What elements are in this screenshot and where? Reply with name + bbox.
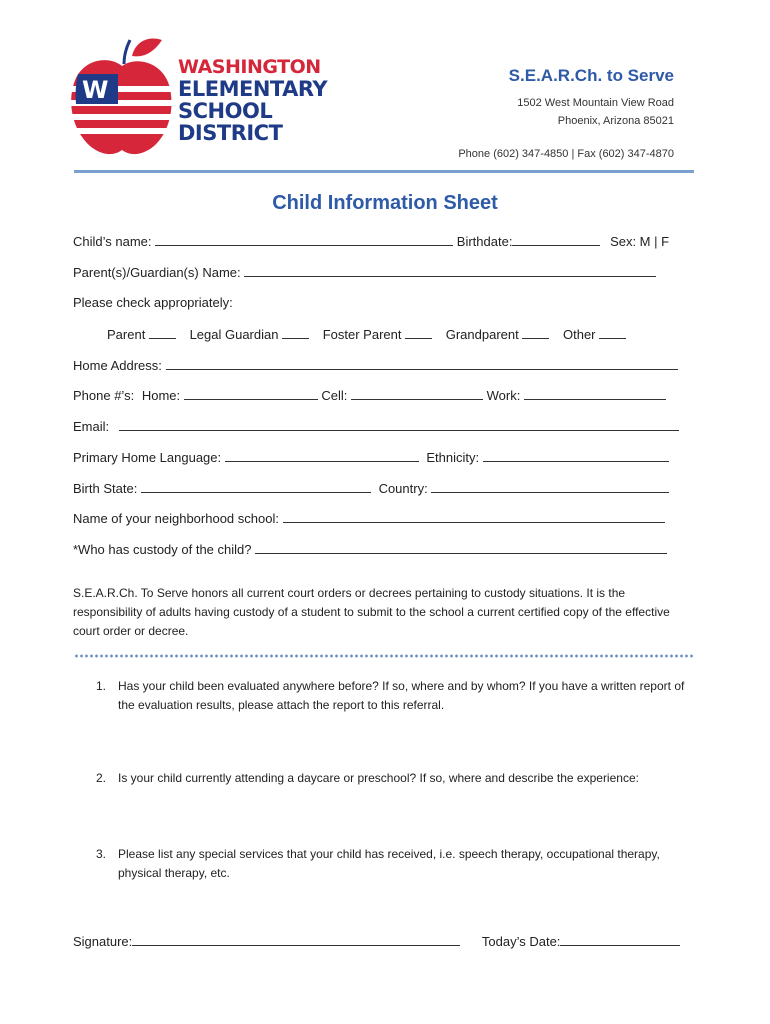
phone-row xyxy=(73,387,666,403)
program-title: S.E.A.R.Ch. to Serve xyxy=(508,66,674,85)
check-prompt: Please check appropriately: xyxy=(73,295,233,310)
dotted-divider xyxy=(74,654,694,658)
school-label: Name of your neighborhood school: xyxy=(73,511,279,526)
logo-wordmark xyxy=(178,56,327,144)
check-foster-parent-label: Foster Parent xyxy=(322,327,402,342)
check-other-label: Other xyxy=(562,327,596,342)
question-2 xyxy=(96,769,696,809)
phone-home-field[interactable] xyxy=(184,387,318,400)
question-3-number: 3. xyxy=(96,847,107,861)
birthdate-field[interactable] xyxy=(512,233,600,246)
document-title: Child Information Sheet xyxy=(272,192,498,214)
birth-state-label: Birth State: xyxy=(73,481,138,496)
custody-field[interactable] xyxy=(255,541,667,554)
custody-note: S.E.A.R.Ch. To Serve honors all current court orders or decrees pertaining to custody situations. It is the responsibility of adults having custody of a student to submit to the school a current certified copy of the effective court order or decree. xyxy=(73,586,670,638)
relationship-checks xyxy=(107,326,626,342)
parents-row xyxy=(73,264,656,280)
check-grandparent-field[interactable] xyxy=(522,326,549,339)
custody-label: *Who has custody of the child? xyxy=(73,542,252,557)
home-address-label: Home Address: xyxy=(73,358,162,373)
address-line-2: Phoenix, Arizona 85021 xyxy=(557,115,674,127)
todays-date-label: Today’s Date: xyxy=(481,934,561,949)
phone-label: Phone #’s: xyxy=(73,388,135,403)
check-legal-guardian-label: Legal Guardian xyxy=(189,327,279,342)
email-row xyxy=(73,418,679,434)
child-name-row xyxy=(73,233,669,249)
signature-field[interactable] xyxy=(132,933,460,946)
question-1 xyxy=(96,677,696,737)
language-row xyxy=(73,449,669,465)
language-field[interactable] xyxy=(225,449,419,462)
sex-options[interactable]: Sex: M | F xyxy=(610,234,670,249)
address-line-1: 1502 West Mountain View Road xyxy=(517,97,674,109)
ethnicity-field[interactable] xyxy=(483,449,669,462)
school-row xyxy=(73,510,665,526)
check-parent-field[interactable] xyxy=(149,326,176,339)
check-legal-guardian-field[interactable] xyxy=(282,326,309,339)
birth-state-row xyxy=(73,480,669,496)
contact-line: Phone (602) 347-4850 | Fax (602) 347-4870 xyxy=(458,148,674,160)
logo-line-3: SCHOOL xyxy=(178,99,273,123)
country-label: Country: xyxy=(378,481,428,496)
signature-label: Signature: xyxy=(73,934,133,949)
question-3 xyxy=(96,845,696,905)
email-field[interactable] xyxy=(119,418,679,431)
phone-cell-label: Cell: xyxy=(321,388,348,403)
email-label: Email: xyxy=(73,419,110,434)
birth-state-field[interactable] xyxy=(141,480,371,493)
child-name-label: Child’s name: xyxy=(73,234,152,249)
logo-line-4: DISTRICT xyxy=(178,121,283,145)
todays-date-field[interactable] xyxy=(560,933,680,946)
child-name-field[interactable] xyxy=(155,233,453,246)
header-rule xyxy=(74,170,694,173)
birthdate-label: Birthdate: xyxy=(456,234,513,249)
logo-monogram: W xyxy=(82,76,109,104)
home-address-field[interactable] xyxy=(166,357,678,370)
question-1-text: Has your child been evaluated anywhere before? If so, where and by whom? If you have a written report of the evaluation results, please attach the report to this referral. xyxy=(118,679,685,712)
custody-row xyxy=(73,541,667,557)
district-logo xyxy=(66,34,326,164)
check-other-field[interactable] xyxy=(599,326,626,339)
language-label: Primary Home Language: xyxy=(73,450,222,465)
check-grandparent-label: Grandparent xyxy=(445,327,519,342)
ethnicity-label: Ethnicity: xyxy=(426,450,480,465)
country-field[interactable] xyxy=(431,480,669,493)
phone-work-field[interactable] xyxy=(524,387,666,400)
parents-label: Parent(s)/Guardian(s) Name: xyxy=(73,265,241,280)
signature-row xyxy=(73,933,680,949)
logo-line-1: WASHINGTON xyxy=(178,56,321,78)
check-parent-label: Parent xyxy=(107,327,146,342)
question-1-number: 1. xyxy=(96,679,107,693)
parents-field[interactable] xyxy=(244,264,656,277)
logo-line-2: ELEMENTARY xyxy=(178,77,328,101)
question-2-text: Is your child currently attending a daycare or preschool? If so, where and describe the experience: xyxy=(118,771,639,785)
school-field[interactable] xyxy=(283,510,665,523)
home-address-row xyxy=(73,357,678,373)
question-2-number: 2. xyxy=(96,771,107,785)
check-foster-parent-field[interactable] xyxy=(405,326,432,339)
phone-work-label: Work: xyxy=(486,388,521,403)
phone-home-label: Home: xyxy=(141,388,181,403)
question-3-text: Please list any special services that your child has received, i.e. speech therapy, occupational therapy, physical therapy, etc. xyxy=(118,847,660,880)
phone-cell-field[interactable] xyxy=(351,387,483,400)
